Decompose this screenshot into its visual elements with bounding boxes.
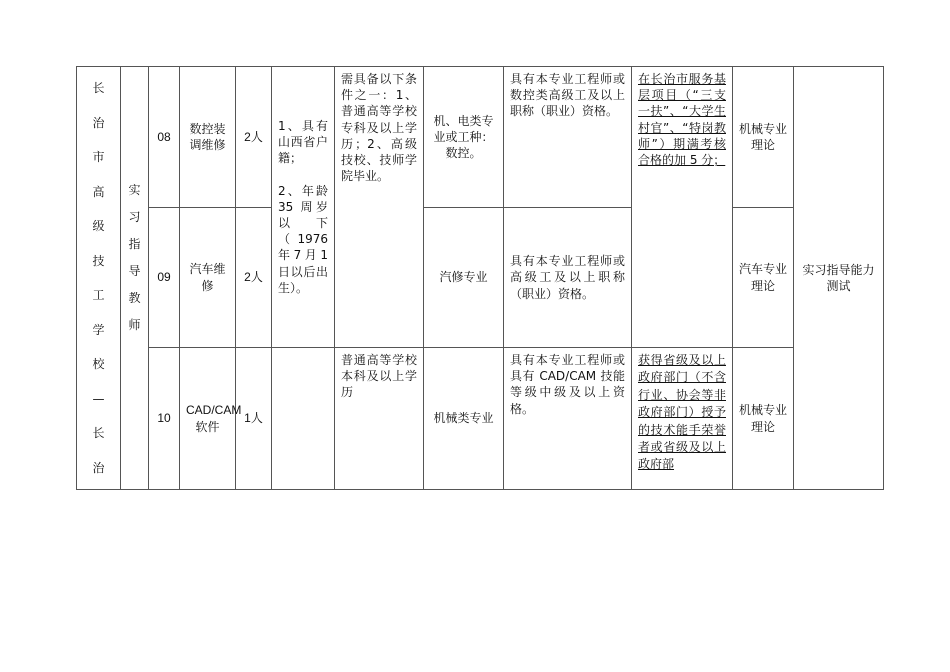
bonus-lower: 获得省级及以上政府部门（不含行业、协会等非政府部门）授予的技术能手荣誉者或省级及以上政府部 xyxy=(632,348,733,490)
school-char: 工 xyxy=(92,288,105,303)
school-char: 市 xyxy=(92,150,105,165)
school-name-cell xyxy=(77,67,121,490)
row-count: 2人 xyxy=(236,208,272,348)
age-requirement-continued xyxy=(272,348,335,490)
recruitment-table xyxy=(76,66,884,490)
school-char: 高 xyxy=(92,184,105,199)
position-char: 习 xyxy=(128,210,141,225)
school-char: 治 xyxy=(92,460,105,475)
school-char: 治 xyxy=(92,115,105,130)
position-name xyxy=(121,177,148,339)
row-count: 1人 xyxy=(236,348,272,490)
school-char: — xyxy=(92,391,105,406)
education-requirement-upper: 需具备以下条件之一：1、普通高等学校专科及以上学历；2、高级技校、技师学院毕业。 xyxy=(335,67,424,348)
row-exam-subject: 机械专业理论 xyxy=(733,67,794,208)
education-requirement-lower: 普通高等学校本科及以上学历 xyxy=(335,348,424,490)
position-char: 师 xyxy=(128,318,141,333)
position-char: 实 xyxy=(128,183,141,198)
position-char: 教 xyxy=(128,291,141,306)
age-req-line2: 2、年龄35 周岁以下（1976 年7月1日以后出生）。 xyxy=(278,183,328,295)
school-char: 长 xyxy=(92,81,105,96)
row-exam-subject: 汽车专业理论 xyxy=(733,208,794,348)
row-position-name: 汽车维修 xyxy=(180,208,236,348)
row-count: 2人 xyxy=(236,67,272,208)
school-char: 学 xyxy=(92,322,105,337)
school-name xyxy=(77,71,120,485)
position-cell xyxy=(121,67,149,490)
row-code: 08 xyxy=(149,67,180,208)
school-char: 级 xyxy=(92,219,105,234)
row-position-name: 数控装调维修 xyxy=(180,67,236,208)
age-req-line1: 1、具有山西省户籍； xyxy=(278,119,328,166)
practical-test: 实习指导能力测试 xyxy=(794,67,884,490)
age-requirement xyxy=(272,67,335,348)
row-title-requirement: 具有本专业工程师或具有 CAD/CAM 技能等级中级及以上资格。 xyxy=(504,348,632,490)
school-char: 技 xyxy=(92,253,105,268)
row-major: 汽修专业 xyxy=(424,208,504,348)
row-code: 10 xyxy=(149,348,180,490)
row-major: 机、电类专业或工种：数控。 xyxy=(424,67,504,208)
school-char: 长 xyxy=(92,426,105,441)
row-title-requirement: 具有本专业工程师或数控类高级工及以上职称（职业）资格。 xyxy=(504,67,632,208)
row-code: 09 xyxy=(149,208,180,348)
school-char: 校 xyxy=(92,357,105,372)
position-char: 指 xyxy=(128,237,141,252)
position-char: 导 xyxy=(128,264,141,279)
row-exam-subject: 机械专业理论 xyxy=(733,348,794,490)
bonus-upper: 在长治市服务基层项目（“三支一扶”、“大学生村官”、“特岗教师”）期满考核合格的加 5 分； xyxy=(632,67,733,348)
row-major: 机械类专业 xyxy=(424,348,504,490)
row-position-name: CAD/CAM软件 xyxy=(180,348,236,490)
row-title-requirement: 具有本专业工程师或高级工及以上职称（职业）资格。 xyxy=(504,208,632,348)
